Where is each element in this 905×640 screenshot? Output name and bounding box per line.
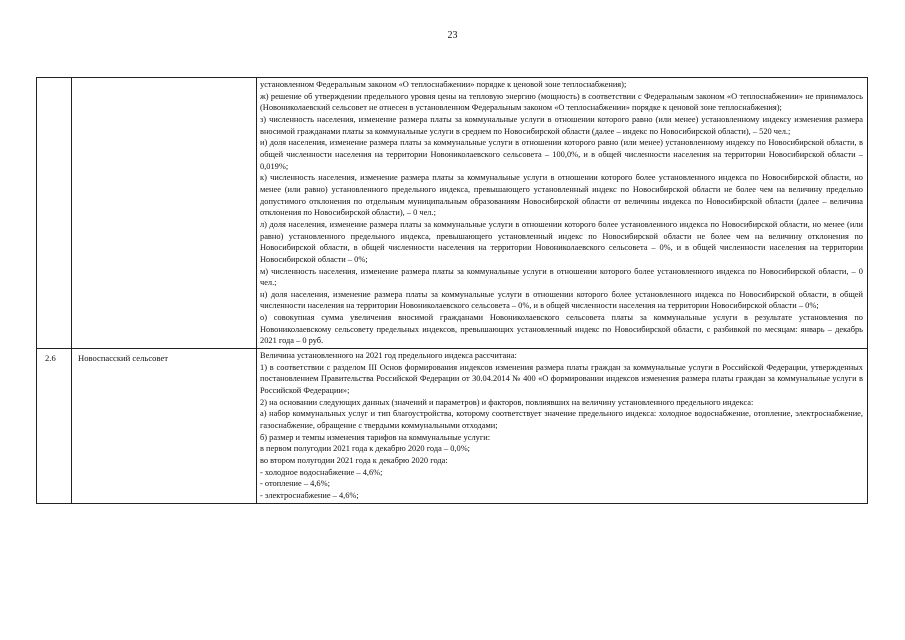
paragraph: н) доля населения, изменение размера платы за коммунальные услуги в отношении которого более установленного индекса по Новосибирской области, в общей численности населения на территории Новониколаевского сельсовета – 0%, и в общей численности населения на территории Новосибирской области – 0%; — [260, 289, 863, 311]
paragraph: л) доля населения, изменение размера платы за коммунальные услуги в отношении которого более установленного индекса по Новосибирской области, но менее (или равно) установленного предельного индекса, превышающего установленный индекс по Новосибирской области не более чем на величину отклонения по Новосибирской области, в общей численности населения на территории Новониколаевского сельсовета – 0%, и в общей численности населения на территории Новосибирской области – 0%; — [260, 219, 863, 264]
paragraph: Величина установленного на 2021 год предельного индекса рассчитана: — [260, 351, 517, 361]
paragraph: б) размер и темпы изменения тарифов на коммунальные услуги: — [260, 432, 491, 442]
page-number: 23 — [447, 30, 458, 41]
municipality-name: Новоспасский сельсовет — [78, 353, 169, 364]
paragraph: - отопление – 4,6%; — [260, 479, 330, 489]
municipality-cell — [72, 78, 257, 349]
row-number: 2.6 — [45, 353, 56, 364]
description-cell — [257, 78, 868, 349]
paragraph: 2) на основании следующих данных (значений и параметров) и факторов, повлиявших на величину установленного предельного индекса: — [260, 397, 754, 407]
municipality-cell — [72, 349, 257, 504]
paragraph: ж) решение об утверждении предельного уровня цены на тепловую энергию (мощность) в соответствии с Федеральным законом «О теплоснабжении» не принималось (Новониколаевский сельсовет не отнесен в установленном Федеральным законом «О теплоснабжении» порядке к ценовой зоне теплоснабжения); — [260, 91, 863, 113]
paragraph: - электроснабжение – 4,6%; — [260, 490, 359, 500]
paragraph: а) набор коммунальных услуг и тип благоустройства, которому соответствует значение предельного индекса: холодное водоснабжение, отопление, электроснабжение, газоснабжение, обращение с твердыми коммунальными отходами; — [260, 409, 863, 431]
paragraph: - холодное водоснабжение – 4,6%; — [260, 467, 383, 477]
paragraph: установленном Федеральным законом «О теплоснабжении» порядке к ценовой зоне теплоснабжения); — [260, 80, 627, 89]
table-row — [37, 349, 868, 504]
paragraph: м) численность населения, изменение размера платы за коммунальные услуги в отношении которого более установленного индекса по Новосибирской области, – 0 чел.; — [260, 266, 863, 288]
row-number — [37, 78, 71, 82]
table-row — [37, 78, 868, 349]
paragraph: в первом полугодии 2021 года к декабрю 2020 года – 0,0%; — [260, 444, 470, 454]
paragraph: 1) в соответствии с разделом III Основ формирования индексов изменения размера платы граждан за коммунальные услуги в Российской Федерации, утвержденных постановлением Правительства Российской Федерации от 30.04.2014 № 400 «О формировании индексов изменения размера платы граждан за коммунальные услуги в Российской Федерации»; — [260, 362, 863, 396]
row-number-cell — [37, 349, 72, 504]
paragraph: з) численность населения, изменение размера платы за коммунальные услуги в отношении которого равно (или менее) установленному индексу изменения размера вносимой гражданами платы за коммунальные услуги в среднем по Новосибирской области (далее – индекс по Новосибирской области), – 520 чел.; — [260, 114, 863, 136]
row-number-cell — [37, 78, 72, 349]
municipality-name — [72, 78, 256, 82]
paragraph: о) совокупная сумма увеличения вносимой гражданами Новониколаевского сельсовета платы за коммунальные услуги в результате установления по Новониколаевскому сельсовету предельных индексов, превышающих установленный индекс по Новосибирской области, с разбивкой по месяцам: январь – декабрь 2021 года – 0 руб. — [260, 313, 863, 346]
description-cell — [257, 349, 868, 504]
paragraph: во втором полугодии 2021 года к декабрю 2020 года: — [260, 456, 448, 465]
paragraph: к) численность населения, изменение размера платы за коммунальные услуги в отношении которого более установленного индекса по Новосибирской области, но менее (или равно) установленного предельного индекса, превышающего установленный индекс по Новосибирской области не более чем на величину предельно допустимого отклонения по отдельным муниципальным образованиям Новосибирской области от величины индекса по Новосибирской области (далее – величина отклонения по Новосибирской области), – 0 чел.; — [260, 173, 863, 218]
paragraph: и) доля населения, изменение размера платы за коммунальные услуги в отношении которого равно (или менее) установленному индексу по Новосибирской области, в общей численности населения на территории Новониколаевского сельсовета – 100,0%, и в общей численности населения на территории Новосибирской области – 0,019%; — [260, 138, 863, 171]
document-table — [36, 77, 868, 504]
